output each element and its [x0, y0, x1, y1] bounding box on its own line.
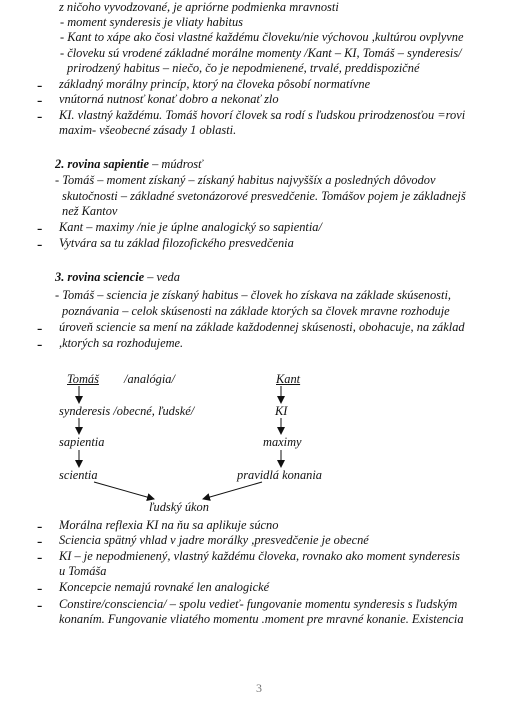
diagram-analogia-label: /analógia/	[124, 372, 175, 386]
text-line: než Kantov	[62, 204, 118, 218]
section-title: rovina sciencie	[67, 270, 145, 284]
section-number: 3.	[55, 270, 65, 284]
list-dash: -	[37, 320, 43, 337]
diagram-node-pravidla: pravidlá konania	[237, 468, 323, 482]
section-number: 2.	[55, 157, 65, 171]
text-line: Koncepcie nemajú rovnaké len analogické	[59, 580, 270, 594]
list-dash: -	[37, 236, 43, 253]
text-line: Morálna reflexia KI na ňu sa aplikuje súcno	[59, 518, 279, 532]
text-line: maxim- všeobecné zásady 1 oblasti.	[59, 123, 237, 137]
text-line: skutočnosti – základné svetonázorové presvedčenie. Tomášov pojem je základnejš	[62, 189, 466, 203]
text-line: ,ktorých sa rozhodujeme.	[59, 336, 184, 350]
diagram-node-kant: Kant	[276, 372, 301, 386]
text-line: - Kant to xápe ako čosi vlastné každému človeku/nie výchovou ,kultúrou ovplyvne	[60, 30, 464, 44]
diagram-node-synderesis: synderesis /obecné, ľudské/	[59, 404, 195, 418]
diagram-node-maximy: maximy	[263, 435, 302, 449]
list-dash: -	[37, 580, 43, 597]
list-dash: -	[37, 92, 43, 109]
diagram-node-scientia: scientia	[59, 468, 98, 482]
text-line: úroveň sciencie sa mení na základe každodennej skúsenosti, obohacuje, na základ	[59, 320, 465, 334]
list-dash: -	[37, 108, 43, 125]
text-line: - moment synderesis je vliaty habitus	[60, 15, 243, 29]
text-line: - človeku sú vrodené základné morálne momenty /Kant – KI, Tomáš – synderesis/	[60, 46, 462, 60]
text-line: poznávania – celok skúsenosti na základe ktorých sa človek mravne rozhoduje	[62, 304, 450, 318]
text-line: - Tomáš – sciencia je získaný habitus – človek ho získava na základe skúsenosti,	[55, 288, 451, 302]
text-line: - Tomáš – moment získaný – získaný habitus najvyššíx a posledných dôvodov	[55, 173, 436, 187]
text-line: KI. vlastný každému. Tomáš hovorí človek sa rodí s ľudskou prirodzenosťou =rovi	[59, 108, 466, 122]
text-line: Constire/consciencia/ – spolu vedieť- fungovanie momentu synderesis s ľudským	[59, 597, 458, 611]
page-number: 3	[256, 681, 262, 695]
text-line: prirodzený habitus – niečo, čo je nepodmienené, trvalé, preddispozičné	[67, 61, 420, 75]
diagram-node-udsky-ukon: ľudský úkon	[149, 500, 209, 514]
text-line: Sciencia spätný vhlad v jadre morálky ,presvedčenie je obecné	[59, 533, 369, 547]
text-line: z ničoho vyvodzované, je apriórne podmienka mravnosti	[59, 0, 339, 14]
text-line: konaním. Fungovanie vliatého momentu .moment pre mravné konanie. Existencia	[59, 612, 464, 626]
diagram-node-tomas: Tomáš	[67, 372, 99, 386]
arrow-pravidla-ukon	[203, 482, 262, 499]
section-subtitle: – múdrosť	[148, 157, 203, 171]
text-line: u Tomáša	[59, 564, 107, 578]
text-line: základný morálny princíp, ktorý na človeka pôsobí normatívne	[59, 77, 371, 91]
diagram-node-ki: KI	[275, 404, 288, 418]
arrow-scientia-ukon	[94, 482, 154, 499]
section-subtitle: – veda	[144, 270, 180, 284]
text-line: Kant – maximy /nie je úplne analogický so sapientia/	[59, 220, 322, 234]
text-line: Vytvára sa tu základ filozofického presvedčenia	[59, 236, 294, 250]
section-title: rovina sapientie	[67, 157, 149, 171]
diagram-node-sapientia: sapientia	[59, 435, 105, 449]
text-line: vnútorná nutnosť konať dobro a nekonať zlo	[59, 92, 279, 106]
text-line: KI – je nepodmienený, vlastný každému človeka, rovnako ako moment synderesis	[59, 549, 460, 563]
list-dash: -	[37, 220, 43, 237]
list-dash: -	[37, 336, 43, 353]
list-dash: -	[37, 533, 43, 550]
list-dash: -	[37, 597, 43, 614]
list-dash: -	[37, 77, 43, 94]
list-dash: -	[37, 518, 43, 535]
list-dash: -	[37, 549, 43, 566]
